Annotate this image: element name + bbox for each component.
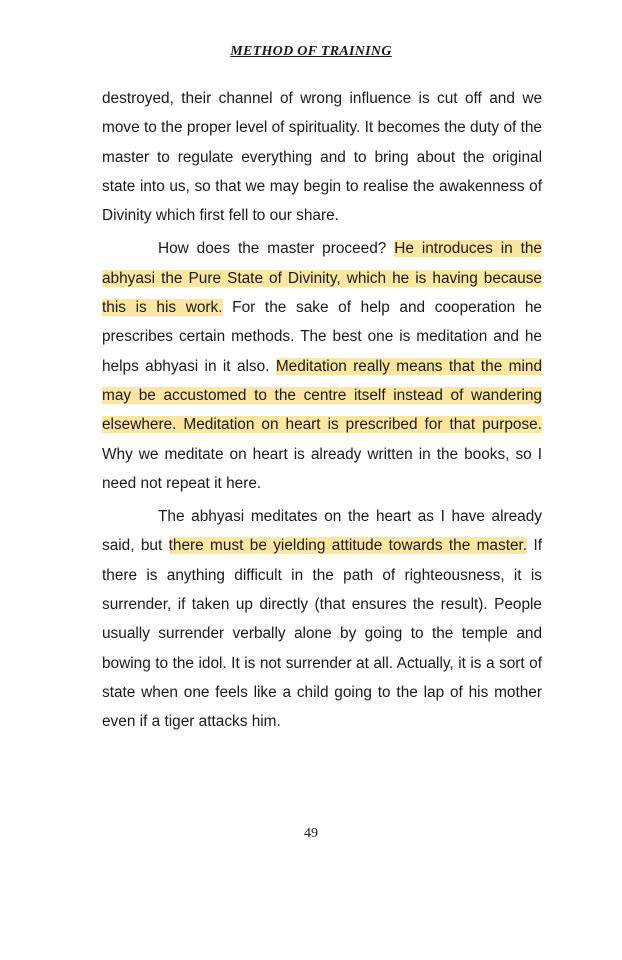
paragraph-3-text-2: If there is anything difficult in the path of righteousness, it is surrender, if taken up directly (that ensures the result). People usually surrender verbally alone by going to the temple and bowing to the idol. It is not surrender at all. Actually, it is a sort of state when one feels like a child going to the lap of his mother even if a tiger attacks him. <box>102 537 542 731</box>
paragraph-2 <box>102 234 542 498</box>
paragraph-2-text-3: Why we meditate on heart is already written in the books, so I need not repeat it here. <box>102 445 542 492</box>
paragraph-3-text-1: The abhyasi meditates on the heart as I have already said, but <box>102 508 542 555</box>
paragraph-2-highlight-2: Meditation really means that the mind may be accustomed to the centre itself instead of wandering elsewhere. Meditation on heart is prescribed for that purpose. <box>102 357 542 434</box>
paragraph-3-highlight-1: there must be yielding attitude towards the master. <box>168 537 528 555</box>
page-number: 49 <box>304 826 318 841</box>
paragraph-2-highlight-1: He introduces in the abhyasi the Pure State of Divinity, which he is having because this is his work. <box>102 240 542 317</box>
paragraph-2-text-2: For the sake of help and cooperation he prescribes certain methods. The best one is meditation and he helps abhyasi in it also. <box>102 299 542 375</box>
body-text <box>102 84 542 737</box>
running-head-title: METHOD OF TRAINING <box>230 44 392 59</box>
paragraph-2-text-1: How does the master proceed? <box>158 240 395 258</box>
paragraph-1: destroyed, their channel of wrong influence is cut off and we move to the proper level of spirituality. It becomes the duty of the master to regulate everything and to bring about the original state into us, so that we may begin to realise the awakenness of Divinity which first fell to our share. <box>102 90 542 225</box>
paragraph-3 <box>102 502 542 736</box>
